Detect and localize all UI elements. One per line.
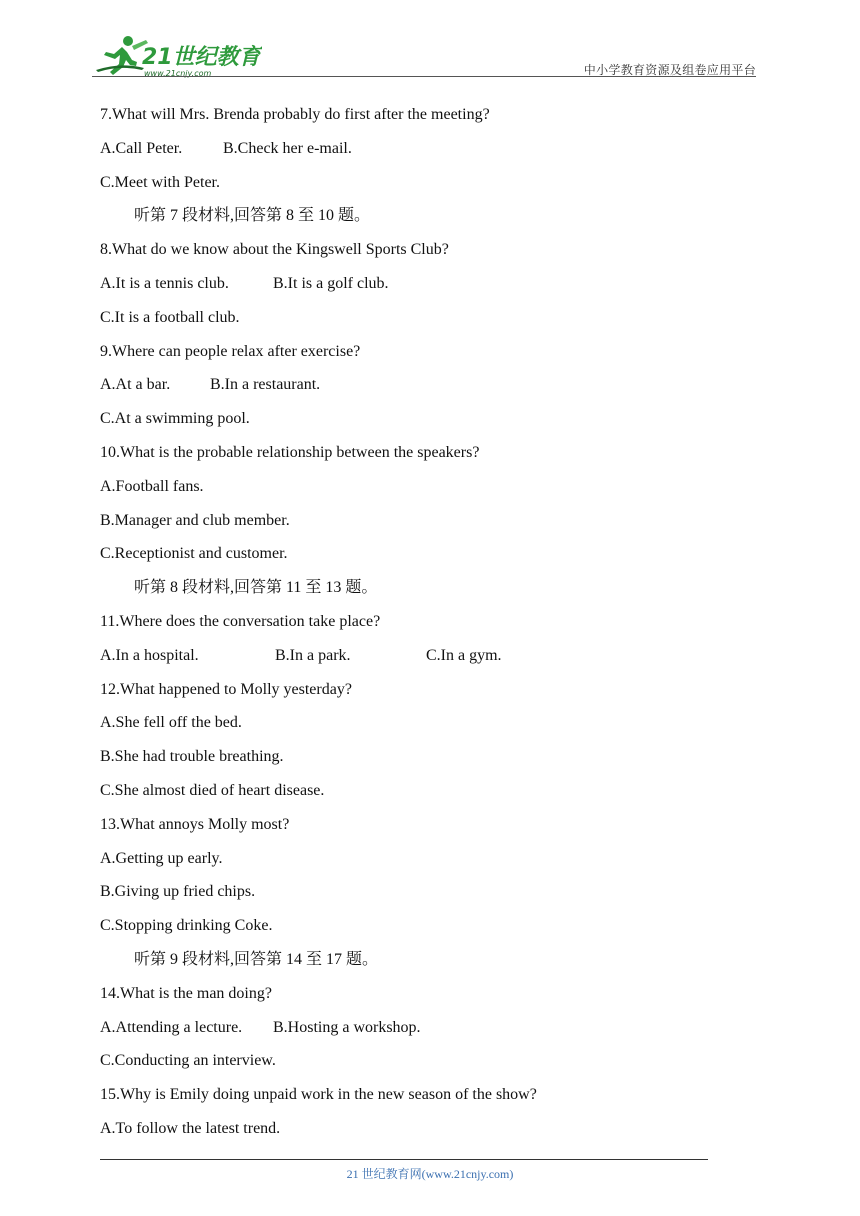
answer-option: B.Check her e-mail. (223, 139, 352, 157)
question-text: A.Football fans. (100, 477, 204, 495)
answer-options-row (100, 1016, 760, 1050)
question-text: 14.What is the man doing? (100, 984, 272, 1002)
answer-options-row (100, 373, 760, 407)
question-text: C.It is a football club. (100, 308, 240, 326)
question-text: B.Giving up fried chips. (100, 883, 256, 901)
platform-title: 中小学教育资源及组卷应用平台 (583, 63, 756, 77)
question-text: B.Manager and club member. (100, 511, 290, 529)
header-divider (92, 76, 756, 77)
answer-options-row (100, 272, 760, 306)
question-text: A.Getting up early. (100, 849, 223, 867)
section-instruction: 听第 7 段材料,回答第 8 至 10 题。 (134, 207, 371, 225)
answer-option: A.It is a tennis club. (100, 274, 229, 292)
question-text: 15.Why is Emily doing unpaid work in the new season of the show? (100, 1086, 537, 1104)
section-instruction: 听第 8 段材料,回答第 11 至 13 题。 (134, 579, 378, 597)
answer-option: A.In a hospital. (100, 646, 199, 664)
question-text: 12.What happened to Molly yesterday? (100, 680, 352, 698)
question-text: C.Meet with Peter. (100, 173, 220, 191)
answer-option: B.Hosting a workshop. (273, 1018, 421, 1036)
answer-option: A.At a bar. (100, 376, 171, 394)
answer-option: C.In a gym. (426, 646, 502, 664)
question-text: C.At a swimming pool. (100, 410, 250, 428)
page-header (92, 28, 756, 80)
answer-option: B.In a park. (275, 646, 351, 664)
footer-divider (100, 1159, 708, 1160)
question-text: B.She had trouble breathing. (100, 748, 284, 766)
runner-icon (96, 36, 148, 75)
site-logo (92, 32, 262, 78)
answer-option: A.Call Peter. (100, 139, 183, 157)
question-text: 7.What will Mrs. Brenda probably do first after the meeting? (100, 106, 490, 123)
answer-options-row (100, 137, 760, 171)
question-text: 11.Where does the conversation take place? (100, 612, 381, 630)
answer-options-row (100, 644, 760, 678)
footer-source: 21 世纪教育网(www.21cnjy.com) (346, 1167, 514, 1181)
question-text: 8.What do we know about the Kingswell Sports Club? (100, 241, 449, 259)
section-instruction: 听第 9 段材料,回答第 14 至 17 题。 (134, 950, 379, 968)
question-text: C.Conducting an interview. (100, 1052, 276, 1070)
answer-option: A.Attending a lecture. (100, 1018, 243, 1036)
question-text: A.To follow the latest trend. (100, 1119, 281, 1137)
svg-text:www.21cnjy.com: www.21cnjy.com (144, 69, 212, 78)
question-text: C.Receptionist and customer. (100, 545, 288, 563)
question-text: 13.What annoys Molly most? (100, 815, 290, 833)
question-text: 10.What is the probable relationship between the speakers? (100, 443, 480, 461)
question-text: 9.Where can people relax after exercise? (100, 342, 361, 360)
answer-option: B.In a restaurant. (210, 376, 321, 394)
question-text: A.She fell off the bed. (100, 714, 242, 732)
answer-option: B.It is a golf club. (273, 274, 389, 292)
question-text: C.She almost died of heart disease. (100, 781, 325, 799)
question-text: C.Stopping drinking Coke. (100, 917, 273, 935)
svg-text:21世纪教育: 21世纪教育 (142, 45, 261, 70)
question-list (100, 103, 760, 1151)
